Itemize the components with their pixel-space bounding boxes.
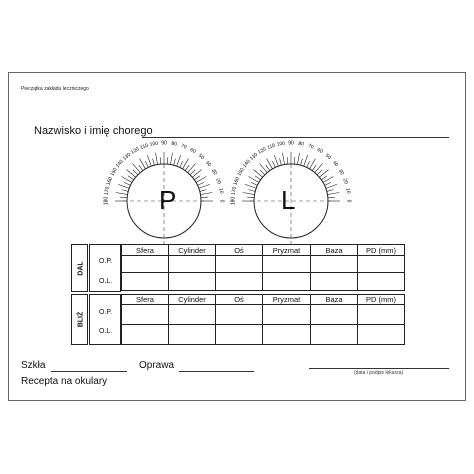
left-dial-tick [282, 153, 284, 165]
glasses-label: Szkła [21, 360, 46, 371]
left-dial-tick [255, 176, 261, 180]
left-dial-scale-label: 120 [257, 146, 268, 156]
col-sfera-header: Sfera [122, 245, 169, 256]
frame-label: Oprawa [139, 360, 175, 371]
dal-table [121, 244, 405, 291]
dal-ol-sfera-cell[interactable] [122, 273, 169, 291]
right-dial-tick [153, 158, 155, 165]
signature-caption: (data i podpis lekarza) [354, 370, 404, 376]
col-cylinder-header: Cylinder [169, 245, 216, 256]
dal-header-row [122, 245, 405, 256]
dal-ol-pd-cell[interactable] [358, 273, 405, 291]
left-dial-tick [301, 158, 303, 165]
right-dial-tick [128, 176, 134, 180]
left-dial-tick [245, 184, 256, 188]
left-dial-tick [304, 155, 308, 166]
col-os-header: Oś [216, 245, 263, 256]
left-dial-scale-label: 90 [288, 140, 294, 147]
left-dial-scale-label: 70 [307, 143, 315, 151]
bliz-op-baza-cell[interactable] [311, 305, 358, 325]
section-bliz-label: BLIŻ [71, 294, 88, 345]
left-dial-tick [317, 170, 322, 175]
left-dial-scale-label: 150 [236, 167, 246, 178]
right-dial-tick [116, 192, 128, 194]
right-dial-tick [200, 192, 212, 194]
bliz-row-ol-label: O.L. [99, 328, 113, 335]
right-dial-tick [200, 190, 207, 192]
dal-op-sfera-cell[interactable] [122, 256, 169, 273]
bliz-col-cylinder-header: Cylinder [169, 295, 216, 305]
right-dial-tick [155, 153, 157, 165]
right-dial-tick [147, 155, 151, 166]
right-dial-tick [194, 176, 200, 180]
right-dial-scale-label: 140 [114, 158, 125, 170]
right-dial-tick [199, 184, 210, 188]
dal-op-pd-cell[interactable] [358, 256, 405, 273]
dal-ol-pryzmat-cell[interactable] [263, 273, 311, 291]
bliz-op-cylinder-cell[interactable] [169, 305, 216, 325]
left-dial-scale-label: 10 [344, 187, 352, 195]
clinic-stamp-label: Pieczątka zakładu leczniczego [21, 86, 89, 92]
left-dial-scale-label: 110 [266, 142, 277, 151]
left-dial-tick [327, 192, 339, 194]
left-dial-scale-label: 60 [315, 147, 324, 156]
right-dial-scale-label: 0 [218, 199, 225, 203]
dal-row-ol-label: O.L. [99, 278, 113, 285]
right-dial-tick [192, 170, 201, 178]
dal-row-op-label: O.P. [99, 258, 113, 265]
dal-ol-baza-cell[interactable] [311, 273, 358, 291]
left-dial-tick [248, 190, 255, 192]
right-dial-scale-label: 180 [103, 196, 110, 206]
right-dial-tick [133, 170, 138, 175]
bliz-header-row [122, 295, 405, 305]
left-dial-scale-label: 0 [345, 199, 352, 203]
left-dial-tick [287, 157, 288, 164]
right-dial-tick [133, 163, 141, 172]
dal-ol-row [122, 273, 405, 291]
right-dial-scale-label: 110 [139, 142, 150, 151]
left-dial-tick [272, 161, 275, 167]
right-dial-tick [170, 153, 172, 165]
left-dial-tick [325, 182, 331, 185]
right-dial-tick [160, 157, 161, 164]
left-dial-scale-label: 130 [248, 151, 260, 162]
bliz-op-sfera-cell[interactable] [122, 305, 169, 325]
section-dal-label: DAL [71, 244, 88, 292]
right-dial-tick [124, 182, 130, 185]
right-dial-tick [126, 170, 135, 178]
left-dial-scale-label: 170 [230, 186, 238, 196]
right-dial-scale-label: 10 [217, 187, 225, 195]
right-dial-scale-label: 40 [204, 159, 213, 168]
bliz-op-os-cell[interactable] [216, 305, 263, 325]
right-dial-tick [188, 163, 196, 172]
left-dial-tick [253, 170, 262, 178]
right-dial-scale-label: 150 [109, 167, 119, 178]
left-dial-scale-label: 50 [324, 152, 333, 161]
right-dial-tick [174, 158, 176, 165]
bliz-op-pd-cell[interactable] [358, 305, 405, 325]
left-dial-scale-label: 80 [297, 140, 305, 148]
dal-ol-os-cell[interactable] [216, 273, 263, 291]
right-dial-tick [185, 165, 189, 171]
left-dial-scale-label: 40 [331, 159, 340, 168]
right-dial-scale-label: 20 [214, 177, 222, 185]
section-bliz-row-labels [89, 294, 121, 345]
left-dial-scale-label: 140 [241, 158, 252, 170]
left-dial-tick [251, 182, 257, 185]
bliz-ol-cylinder-cell[interactable] [169, 325, 216, 345]
left-dial-tick [321, 176, 327, 180]
left-dial-tick [247, 197, 254, 198]
right-dial-tick [180, 161, 183, 167]
right-dial-tick [121, 190, 128, 192]
left-dial-scale-label: 180 [230, 196, 237, 206]
bliz-col-baza-header: Baza [311, 295, 358, 305]
right-dial-scale-label: 80 [170, 140, 178, 148]
left-dial-scale-label: 100 [276, 140, 286, 148]
right-dial-tick [177, 155, 181, 166]
patient-name-label: Nazwisko i imię chorego [34, 125, 153, 137]
right-dial-tick [145, 161, 148, 167]
left-eye-letter-l: L [281, 185, 296, 215]
right-dial-tick [120, 197, 127, 198]
left-dial-tick [327, 190, 334, 192]
left-dial-tick [328, 197, 335, 198]
bliz-col-sfera-header: Sfera [122, 295, 169, 305]
left-dial-tick [307, 161, 310, 167]
right-dial-tick [201, 197, 208, 198]
glasses-line[interactable] [51, 371, 127, 372]
bliz-op-row [122, 305, 405, 325]
bliz-ol-os-cell[interactable] [216, 325, 263, 345]
prescription-form [8, 72, 466, 401]
left-dial-tick [326, 184, 337, 188]
bliz-col-os-header: Oś [216, 295, 263, 305]
dal-ol-cylinder-cell[interactable] [169, 273, 216, 291]
right-eye-letter-p: P [159, 185, 177, 215]
col-baza-header: Baza [311, 245, 358, 256]
axis-dials [9, 73, 467, 253]
col-pryzmat-header: Pryzmat [263, 245, 311, 256]
dal-op-pryzmat-cell[interactable] [263, 256, 311, 273]
right-dial-tick [118, 184, 129, 188]
bliz-ol-sfera-cell[interactable] [122, 325, 169, 345]
left-dial-scale-label: 30 [336, 168, 345, 177]
left-dial-tick [297, 153, 299, 165]
bliz-row-op-label: O.P. [99, 309, 113, 316]
right-dial-scale-label: 60 [188, 147, 197, 156]
bliz-col-pryzmat-header: Pryzmat [263, 295, 311, 305]
left-dial-tick [294, 157, 295, 164]
bliz-ol-baza-cell[interactable] [311, 325, 358, 345]
dal-op-baza-cell[interactable] [311, 256, 358, 273]
right-dial-scale-label: 30 [209, 168, 218, 177]
right-dial-scale-label: 130 [121, 151, 133, 162]
bliz-op-pryzmat-cell[interactable] [263, 305, 311, 325]
col-pd-header: PD (mm) [358, 245, 405, 256]
bliz-ol-row [122, 325, 405, 345]
bliz-table [121, 294, 405, 345]
bliz-col-pd-header: PD (mm) [358, 295, 405, 305]
left-dial-scale-label: 160 [232, 176, 242, 187]
frame-line[interactable] [179, 371, 254, 372]
signature-line[interactable] [309, 368, 449, 369]
left-dial-tick [260, 163, 268, 172]
left-dial-scale-label: 20 [341, 177, 349, 185]
right-dial-scale-label: 160 [105, 176, 115, 187]
dal-op-cylinder-cell[interactable] [169, 256, 216, 273]
right-dial-scale-label: 120 [130, 146, 141, 156]
left-dial-tick [280, 158, 282, 165]
left-dial-tick [315, 163, 323, 172]
left-dial-tick [312, 165, 316, 171]
right-dial-tick [167, 157, 168, 164]
bliz-ol-pryzmat-cell[interactable] [263, 325, 311, 345]
right-dial-scale-label: 90 [161, 140, 167, 147]
left-dial-tick [243, 192, 255, 194]
right-dial-tick [139, 165, 143, 171]
dal-op-os-cell[interactable] [216, 256, 263, 273]
dal-op-row [122, 256, 405, 273]
right-dial-scale-label: 70 [180, 143, 188, 151]
form-title: Recepta na okulary [21, 376, 108, 387]
left-dial-tick [319, 170, 328, 178]
left-dial-tick [260, 170, 265, 175]
right-dial-tick [190, 170, 195, 175]
left-dial-tick [274, 155, 278, 166]
left-dial-tick [266, 165, 270, 171]
right-dial-scale-label: 50 [197, 152, 206, 161]
right-dial-scale-label: 170 [103, 186, 111, 196]
bliz-ol-pd-cell[interactable] [358, 325, 405, 345]
right-dial-scale-label: 100 [149, 140, 159, 148]
right-dial-tick [198, 182, 204, 185]
